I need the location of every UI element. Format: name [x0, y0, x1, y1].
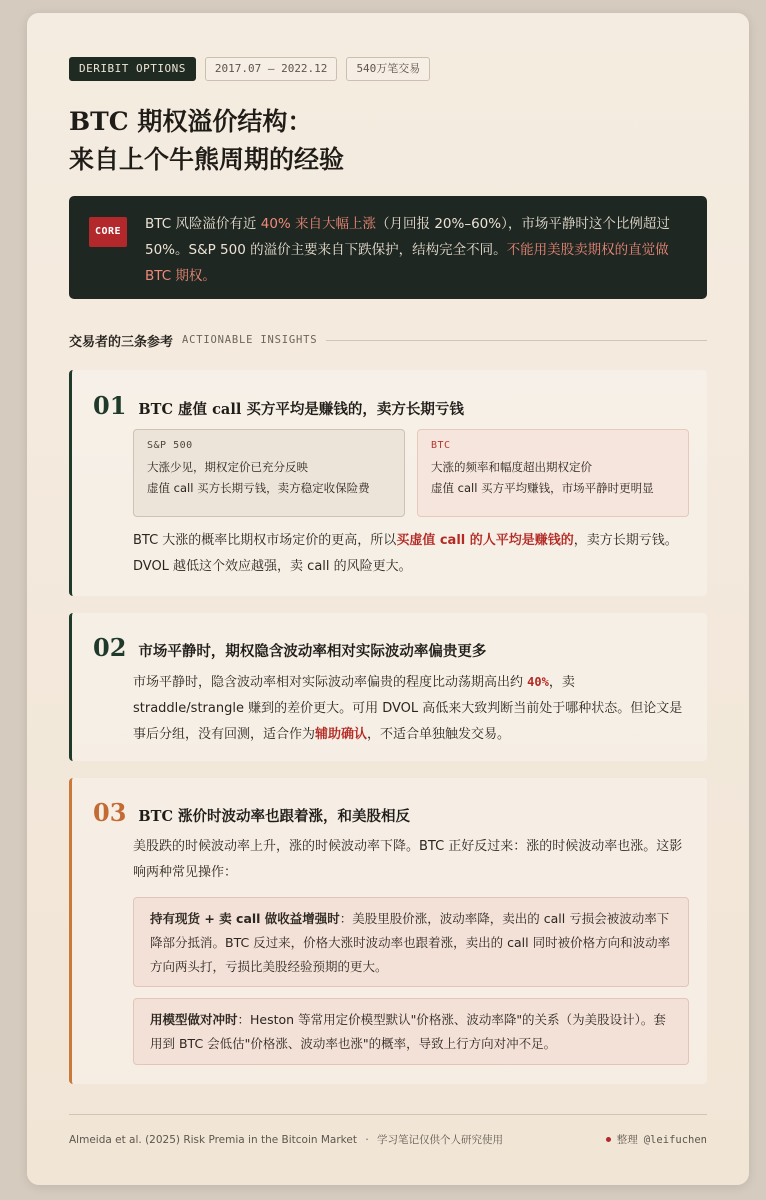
footer-separator: ·: [365, 1134, 369, 1146]
insight-01-title: BTC 虚值 call 买方平均是赚钱的，卖方长期亏钱: [138, 401, 464, 418]
insight-02-highlight-1: 40%: [527, 675, 549, 689]
insight-01-body: [133, 528, 689, 580]
insight-02-highlight-2: 辅助确认: [315, 727, 368, 742]
insight-01-text-b: ，卖方长期亏钱。DVOL 越低这个效应越强，卖 call 的风险更大。: [133, 533, 678, 574]
tag-trades: 540万笔交易: [346, 57, 430, 81]
tag-row: [69, 57, 430, 81]
credit-handle: @leifuchen: [643, 1133, 707, 1146]
credit-prefix: 整理: [616, 1134, 638, 1146]
core-highlight-2: 不能用美股卖期权的直觉做 BTC 期权。: [145, 242, 669, 284]
section-divider: [326, 340, 707, 341]
insight-02-header: [93, 633, 486, 662]
compare-btc-line-1: 大涨的频率和幅度超出期权定价: [431, 460, 592, 474]
insight-01-highlight: 买虚值 call 的人平均是赚钱的: [396, 533, 574, 548]
insight-03-body: 美股跌的时候波动率上升，涨的时候波动率下降。BTC 正好反过来：涨的时候波动率也涨。这影响两种常见操作：: [133, 839, 683, 880]
hedging-text: ：Heston 等常用定价模型默认"价格涨、波动率降"的关系（为美股设计）。套用到 BTC 会低估"价格涨、波动率也涨"的概率，导致上行方向对冲不足。: [150, 1012, 666, 1051]
insight-01-text-a: BTC 大涨的概率比期权市场定价的更高，所以: [133, 533, 397, 548]
insight-01: [69, 370, 707, 596]
footer-credit: [606, 1132, 707, 1147]
footer-divider: [69, 1114, 707, 1115]
insight-01-header: [93, 391, 464, 420]
compare-sp500-line-2: 虚值 call 买方长期亏钱，卖方稳定收保险费: [147, 481, 370, 495]
core-text-1: BTC 风险溢价有近: [145, 216, 261, 232]
title-line-2: 来自上个牛熊周期的经验: [69, 145, 345, 174]
insight-03-hedging-box: [133, 998, 689, 1065]
core-badge: CORE: [89, 217, 127, 247]
covered-call-heading: 持有现货 + 卖 call 做收益增强时: [150, 911, 340, 926]
insight-02-number: 02: [93, 633, 127, 662]
compare-sp500-label: S&P 500: [147, 440, 193, 451]
tag-source: DERIBIT OPTIONS: [69, 57, 196, 81]
compare-sp500-line-1: 大涨少见，期权定价已充分反映: [147, 460, 308, 474]
compare-btc-line-2: 虚值 call 买方平均赚钱，市场平静时更明显: [431, 481, 654, 495]
compare-btc-label: BTC: [431, 440, 451, 451]
section-heading: [69, 331, 707, 349]
insight-01-number: 01: [93, 391, 127, 420]
report-card: [27, 13, 749, 1185]
insight-03-title: BTC 涨价时波动率也跟着涨，和美股相反: [138, 808, 411, 825]
section-title: 交易者的三条参考: [69, 334, 174, 350]
covered-call-text: ：美股里股价涨，波动率降，卖出的 call 亏损会被波动率下降部分抵消。BTC 反过来，价格大涨时波动率也跟着涨，卖出的 call 同时被价格方向和波动率方向两头打，亏损比美股经验预期的更大。: [150, 911, 671, 974]
insight-02-text-a: 市场平静时，隐含波动率相对实际波动率偏贵的程度比动荡期高出约: [133, 675, 528, 690]
insight-02-text-c: ，不适合单独触发交易。: [367, 727, 511, 742]
insight-03-header: [93, 798, 410, 827]
page-title: [69, 103, 709, 179]
tag-period: 2017.07 – 2022.12: [205, 57, 338, 81]
hedging-heading: 用模型做对冲时: [150, 1012, 238, 1027]
compare-btc: [417, 429, 689, 517]
footer-note: 学习笔记仅供个人研究使用: [377, 1134, 503, 1146]
core-summary: [69, 196, 707, 299]
core-text-2: （月回报 20%–60%），市场平静时这个比例超过 50%。S&P 500 的溢价主要来自下跌保护，结构完全不同。: [145, 216, 670, 258]
insight-03-number: 03: [93, 798, 127, 827]
insight-02-body: [133, 669, 689, 748]
insight-03: [69, 778, 707, 1084]
insight-02-title: 市场平静时，期权隐含波动率相对实际波动率偏贵更多: [138, 643, 487, 660]
footer-source: [69, 1132, 503, 1147]
insight-02-text-b: ，卖 straddle/strangle 赚到的差价更大。可用 DVOL 高低来大致判断当前处于哪种状态。但论文是事后分组，没有回测，适合作为: [133, 675, 683, 742]
title-line-1: BTC 期权溢价结构：: [69, 107, 313, 136]
credit-dot-icon: [606, 1137, 611, 1142]
insight-02: [69, 613, 707, 761]
compare-sp500: [133, 429, 405, 517]
footer-citation: Almeida et al. (2025) Risk Premia in the Bitcoin Market: [69, 1134, 357, 1146]
section-subtitle: ACTIONABLE INSIGHTS: [182, 334, 318, 346]
insight-03-covered-call-box: [133, 897, 689, 987]
core-highlight-1: 40% 来自大幅上涨: [260, 216, 377, 232]
